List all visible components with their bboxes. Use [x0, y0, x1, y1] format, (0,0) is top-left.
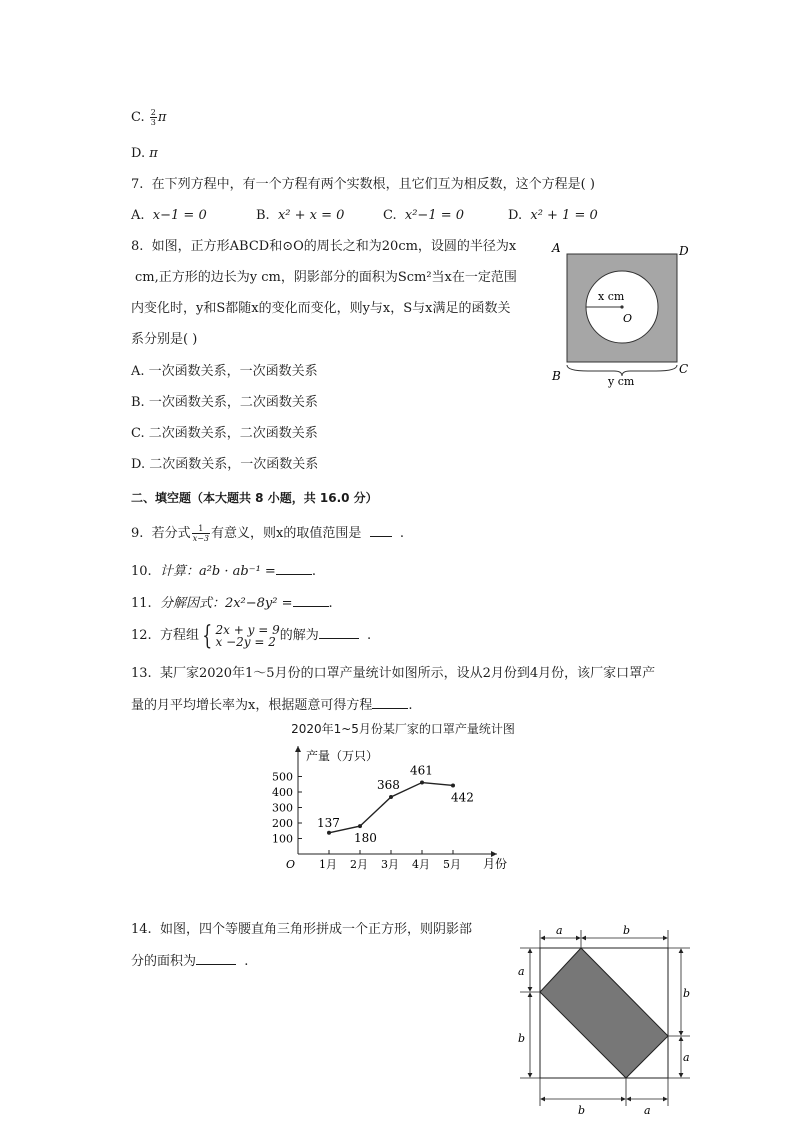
q8-option-d: D. 二次函数关系，一次函数关系 — [131, 457, 319, 472]
data-point — [358, 824, 362, 828]
q8-stem-line1: 8. 如图，正方形ABCD和⊙O的周长之和为20cm，设圆的半径为x — [131, 239, 517, 254]
label-top-a: a — [556, 924, 563, 937]
data-label: 180 — [354, 831, 377, 846]
chart-title: 2020年1~5月份某厂家的口罩产量统计图 — [291, 722, 515, 736]
answer-blank — [319, 626, 359, 639]
data-label: 442 — [451, 790, 474, 805]
side-label: y cm — [608, 375, 635, 388]
data-point — [451, 783, 455, 787]
q14-line2: 分的面积为 . — [131, 954, 249, 969]
q14-line1: 14. 如图，四个等腰直角三角形拼成一个正方形，则阴影部 — [131, 922, 472, 937]
q8-square-circle-figure — [548, 238, 698, 388]
option-c-prev: C. $\frac{2}{3}$ π — [131, 108, 167, 127]
fraction: $\frac{1}{x-3}$ — [192, 524, 209, 543]
label-left-a: a — [518, 965, 525, 978]
answer-blank — [276, 562, 312, 575]
label-d: D — [679, 244, 689, 258]
production-line-chart — [262, 738, 512, 878]
q8-option-a: A. 一次函数关系，一次函数关系 — [131, 364, 318, 379]
y-tick-label: 300 — [272, 801, 293, 815]
y-tick-label: 200 — [272, 817, 293, 830]
x-axis-label: 月份 — [483, 857, 508, 871]
center-point — [620, 305, 623, 308]
y-axis-arrow — [295, 746, 301, 752]
label-left-b: b — [518, 1032, 526, 1045]
x-tick-label: 4月 — [412, 858, 430, 871]
q8-stem-line4: 系分别是( ) — [131, 332, 198, 347]
label-o: O — [623, 312, 633, 325]
y-tick-label: 100 — [272, 832, 293, 846]
q9: 9. 若分式 $\frac{1}{x-3}$ 有意义，则x的取值范围是 . — [131, 524, 405, 543]
q7-option-b: B. x² + x = 0 — [256, 208, 345, 223]
label-bottom-b: b — [578, 1104, 586, 1116]
y-tick-label: 400 — [272, 786, 293, 799]
x-tick-label: 5月 — [443, 858, 461, 871]
data-label: 461 — [410, 763, 433, 778]
fraction: $\frac{2}{3}$ — [150, 108, 156, 127]
label-top-b: b — [623, 924, 631, 937]
y-axis-label: 产量（万只） — [306, 749, 379, 763]
data-label: 368 — [377, 777, 400, 792]
radius-label: x cm — [598, 290, 625, 303]
q8-stem-line3: 内变化时，y和S都随x的变化而变化，则y与x，S与x满足的函数关 — [131, 301, 511, 316]
option-d-prev: D. π — [131, 146, 158, 161]
label-right-b: b — [683, 987, 691, 1000]
system-brace: { — [202, 620, 213, 651]
q7-option-c: C. x²−1 = 0 — [383, 208, 465, 223]
q13-line1: 13. 某厂家2020年1～5月份的口罩产量统计如图所示，设从2月份到4月份，该厂家口罩产 — [131, 666, 656, 681]
data-label: 137 — [317, 815, 340, 830]
q7-option-a: A. x−1 = 0 — [131, 208, 207, 223]
label-a: A — [552, 241, 561, 255]
x-tick-label: 2月 — [350, 858, 368, 871]
x-tick-label: 3月 — [381, 858, 399, 871]
data-point — [420, 781, 424, 785]
q7-stem: 7. 在下列方程中，有一个方程有两个实数根，且它们互为相反数，这个方程是( ) — [131, 177, 595, 192]
answer-blank — [372, 696, 408, 709]
q14-square-figure — [510, 918, 700, 1116]
data-point — [389, 795, 393, 799]
origin-label: O — [286, 858, 296, 871]
x-tick-label: 1月 — [319, 858, 337, 871]
q13-line2: 量的月平均增长率为x，根据题意可得方程 . — [131, 698, 413, 713]
q11: 11. 分解因式：2x²−8y² = . — [131, 596, 333, 611]
q8-option-c: C. 二次函数关系，二次函数关系 — [131, 426, 318, 441]
q8-stem-line2: cm,正方形的边长为y cm，阴影部分的面积为Scm²当x在一定范围 — [135, 270, 517, 285]
data-point — [327, 831, 331, 835]
equation-system: 2x + y = 9 x −2y = 2 — [215, 622, 280, 649]
q8-option-b: B. 一次函数关系，二次函数关系 — [131, 395, 318, 410]
answer-blank — [370, 524, 392, 537]
label-bottom-a: a — [644, 1104, 651, 1116]
q12: 12. 方程组 { 2x + y = 9 x −2y = 2 的解为 . — [131, 620, 372, 651]
q7-option-d: D. x² + 1 = 0 — [508, 208, 598, 223]
label-c: C — [679, 362, 689, 376]
section-title: 二、填空题（本大题共 8 小题，共 16.0 分） — [131, 491, 378, 505]
q10: 10. 计算：a²b · ab⁻¹ = . — [131, 564, 316, 579]
label-b: B — [552, 369, 561, 383]
label-right-a: a — [683, 1051, 690, 1064]
answer-blank — [196, 952, 236, 965]
answer-blank — [293, 594, 329, 607]
y-tick-label: 500 — [272, 770, 293, 784]
